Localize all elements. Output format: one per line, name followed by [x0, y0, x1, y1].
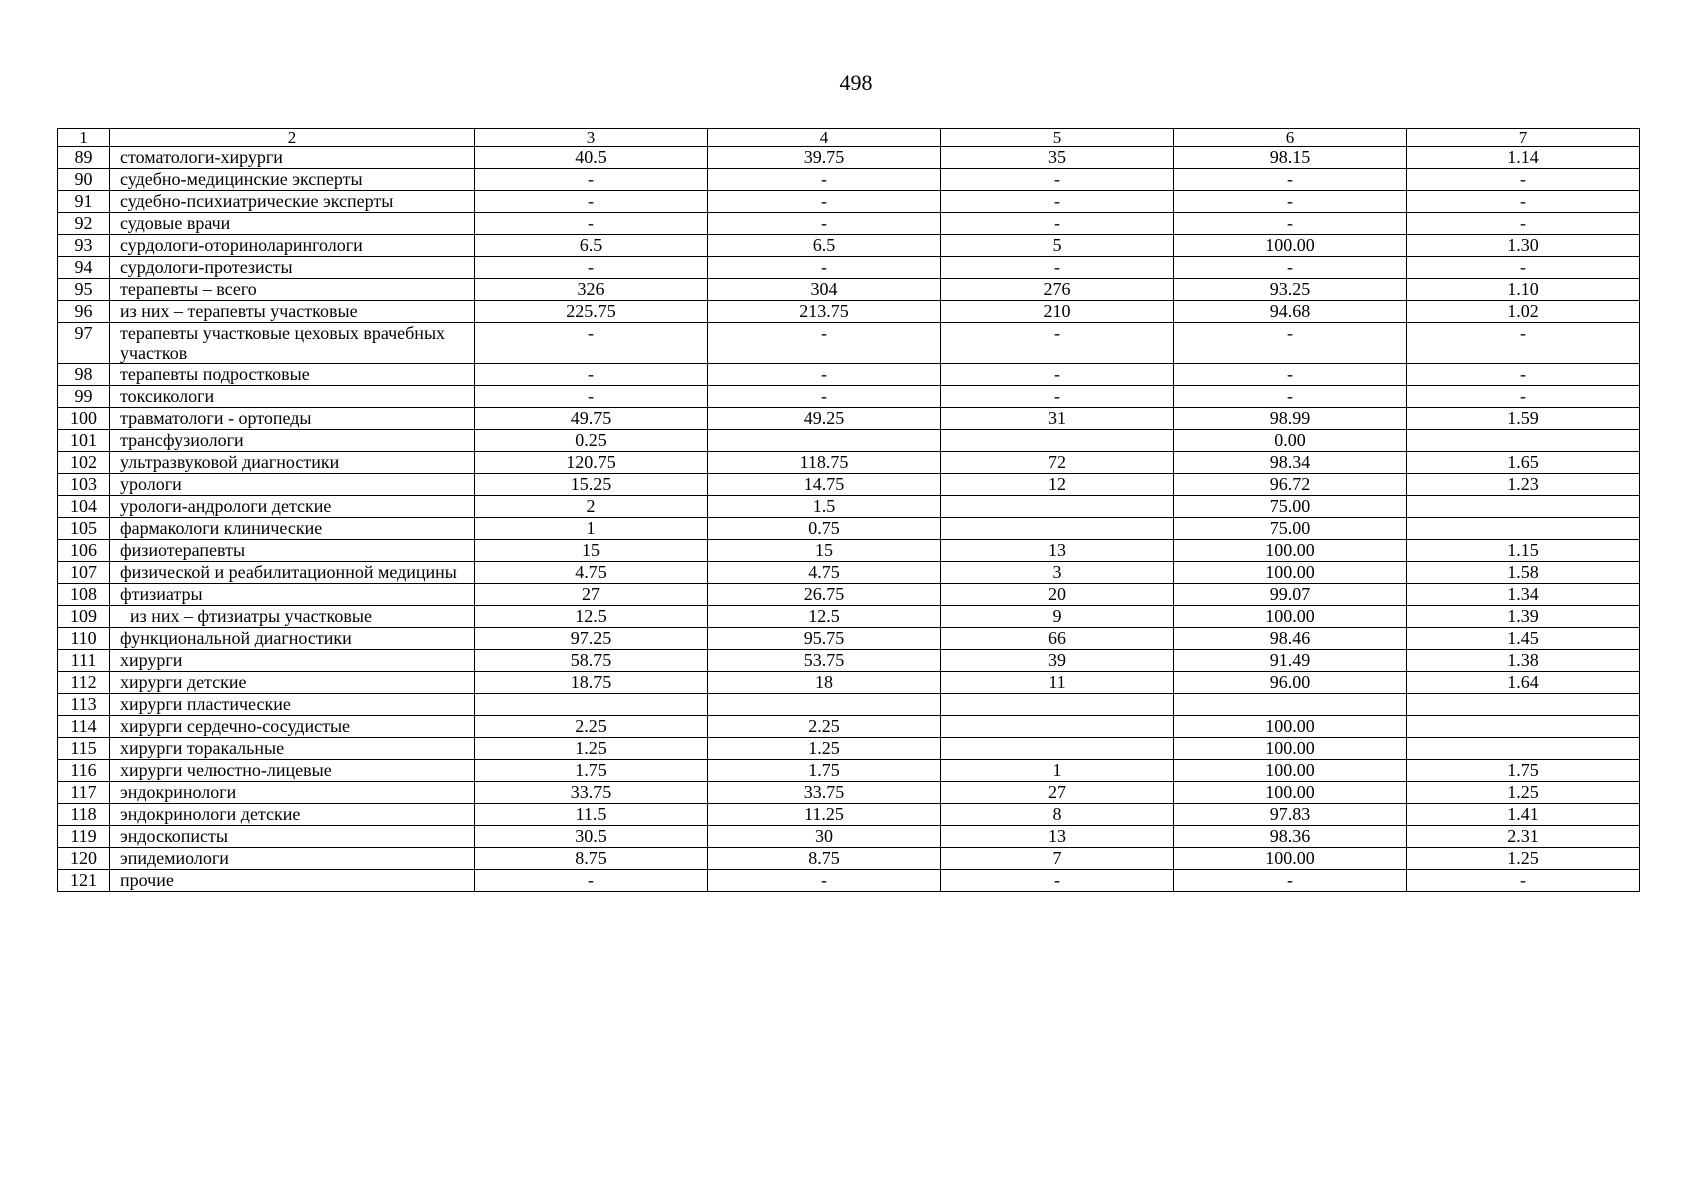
col5-value — [941, 518, 1174, 540]
col3-value: 12.5 — [475, 606, 708, 628]
specialty-name: судебно-медицинские эксперты — [110, 169, 475, 191]
col5-value: 20 — [941, 584, 1174, 606]
table-row — [58, 364, 1640, 386]
row-number: 121 — [58, 870, 110, 892]
col4-value: 304 — [708, 279, 941, 301]
specialty-name: эндокринологи — [110, 782, 475, 804]
col3-value: 18.75 — [475, 672, 708, 694]
col4-value: 18 — [708, 672, 941, 694]
specialty-name: травматологи - ортопеды — [110, 408, 475, 430]
table-header-row — [58, 129, 1640, 147]
col3-value: 1.25 — [475, 738, 708, 760]
col4-value: 26.75 — [708, 584, 941, 606]
row-number: 109 — [58, 606, 110, 628]
col6-value: 75.00 — [1174, 496, 1407, 518]
col4-value: 6.5 — [708, 235, 941, 257]
table-row — [58, 323, 1640, 364]
col4-value: 8.75 — [708, 848, 941, 870]
col6-value: 98.99 — [1174, 408, 1407, 430]
table-row — [58, 191, 1640, 213]
table-body — [58, 129, 1640, 892]
col3-value: 225.75 — [475, 301, 708, 323]
col7-value: 1.23 — [1407, 474, 1640, 496]
col6-value: 97.83 — [1174, 804, 1407, 826]
col3-value: 15 — [475, 540, 708, 562]
table-row — [58, 430, 1640, 452]
row-number: 119 — [58, 826, 110, 848]
col5-value — [941, 694, 1174, 716]
table-row — [58, 474, 1640, 496]
col5-value: 27 — [941, 782, 1174, 804]
col5-value: - — [941, 191, 1174, 213]
col3-value: - — [475, 257, 708, 279]
table-row — [58, 496, 1640, 518]
table-row — [58, 562, 1640, 584]
col5-value: 66 — [941, 628, 1174, 650]
col5-value — [941, 430, 1174, 452]
col3-value: 0.25 — [475, 430, 708, 452]
col4-value: 14.75 — [708, 474, 941, 496]
col6-value: 98.36 — [1174, 826, 1407, 848]
col6-value: 100.00 — [1174, 716, 1407, 738]
col6-value: 98.34 — [1174, 452, 1407, 474]
col3-value: 15.25 — [475, 474, 708, 496]
col4-value: 11.25 — [708, 804, 941, 826]
col7-value: - — [1407, 364, 1640, 386]
table-row — [58, 804, 1640, 826]
table-row — [58, 213, 1640, 235]
specialty-name: прочие — [110, 870, 475, 892]
table-row — [58, 279, 1640, 301]
specialty-name: физиотерапевты — [110, 540, 475, 562]
col3-value: 6.5 — [475, 235, 708, 257]
col7-value: 1.10 — [1407, 279, 1640, 301]
col7-value — [1407, 738, 1640, 760]
col5-value: 31 — [941, 408, 1174, 430]
col3-value: 30.5 — [475, 826, 708, 848]
col5-value: - — [941, 169, 1174, 191]
col4-value: - — [708, 257, 941, 279]
col4-value — [708, 694, 941, 716]
specialty-name: терапевты подростковые — [110, 364, 475, 386]
col6-value: 98.46 — [1174, 628, 1407, 650]
row-number: 94 — [58, 257, 110, 279]
col6-value: - — [1174, 386, 1407, 408]
specialty-name: судовые врачи — [110, 213, 475, 235]
row-number: 110 — [58, 628, 110, 650]
col3-value: - — [475, 169, 708, 191]
table-row — [58, 518, 1640, 540]
col6-value: 100.00 — [1174, 606, 1407, 628]
col5-value: 276 — [941, 279, 1174, 301]
col7-value: - — [1407, 213, 1640, 235]
col7-value: - — [1407, 257, 1640, 279]
col3-value: - — [475, 323, 708, 364]
col6-value: 96.72 — [1174, 474, 1407, 496]
col4-value: 1.5 — [708, 496, 941, 518]
col6-value: 93.25 — [1174, 279, 1407, 301]
col7-value: 1.30 — [1407, 235, 1640, 257]
specialty-name: судебно-психиатрические эксперты — [110, 191, 475, 213]
col7-value: 1.02 — [1407, 301, 1640, 323]
specialty-name: фармакологи клинические — [110, 518, 475, 540]
col3-value: - — [475, 870, 708, 892]
col7-value — [1407, 518, 1640, 540]
column-header: 5 — [941, 129, 1174, 147]
row-number: 96 — [58, 301, 110, 323]
col5-value: 12 — [941, 474, 1174, 496]
col5-value: 39 — [941, 650, 1174, 672]
col5-value: - — [941, 323, 1174, 364]
table-row — [58, 826, 1640, 848]
row-number: 98 — [58, 364, 110, 386]
table-row — [58, 169, 1640, 191]
col3-value: 326 — [475, 279, 708, 301]
page-number: 498 — [839, 70, 873, 95]
col7-value: 1.34 — [1407, 584, 1640, 606]
col3-value: 27 — [475, 584, 708, 606]
row-number: 108 — [58, 584, 110, 606]
row-number: 95 — [58, 279, 110, 301]
col7-value: - — [1407, 191, 1640, 213]
col4-value: 53.75 — [708, 650, 941, 672]
specialty-name: хирурги детские — [110, 672, 475, 694]
col3-value: 40.5 — [475, 147, 708, 169]
specialty-name: сурдологи-протезисты — [110, 257, 475, 279]
row-number: 111 — [58, 650, 110, 672]
col7-value — [1407, 694, 1640, 716]
col3-value: 33.75 — [475, 782, 708, 804]
col3-value: 8.75 — [475, 848, 708, 870]
specialty-name: хирурги пластические — [110, 694, 475, 716]
col4-value: - — [708, 191, 941, 213]
col7-value — [1407, 496, 1640, 518]
col3-value: - — [475, 213, 708, 235]
col5-value: - — [941, 213, 1174, 235]
table-row — [58, 235, 1640, 257]
table-row — [58, 386, 1640, 408]
specialty-name: эндокринологи детские — [110, 804, 475, 826]
col7-value: 1.38 — [1407, 650, 1640, 672]
table-row — [58, 672, 1640, 694]
specialty-name: эпидемиологи — [110, 848, 475, 870]
specialty-name: урологи-андрологи детские — [110, 496, 475, 518]
col5-value: - — [941, 364, 1174, 386]
col4-value: 15 — [708, 540, 941, 562]
col3-value: - — [475, 386, 708, 408]
row-number: 107 — [58, 562, 110, 584]
col4-value: - — [708, 169, 941, 191]
specialty-name: трансфузиологи — [110, 430, 475, 452]
col4-value: 49.25 — [708, 408, 941, 430]
specialty-name: эндоскописты — [110, 826, 475, 848]
row-number: 93 — [58, 235, 110, 257]
specialty-name: ультразвуковой диагностики — [110, 452, 475, 474]
row-number: 105 — [58, 518, 110, 540]
col6-value: - — [1174, 870, 1407, 892]
row-number: 115 — [58, 738, 110, 760]
col4-value: 30 — [708, 826, 941, 848]
col4-value: 39.75 — [708, 147, 941, 169]
col5-value: 7 — [941, 848, 1174, 870]
row-number: 112 — [58, 672, 110, 694]
col6-value — [1174, 694, 1407, 716]
col7-value: 1.25 — [1407, 848, 1640, 870]
row-number: 114 — [58, 716, 110, 738]
specialty-name: терапевты участковые цеховых врачебных участков — [110, 323, 475, 364]
row-number: 103 — [58, 474, 110, 496]
col5-value — [941, 496, 1174, 518]
row-number: 118 — [58, 804, 110, 826]
row-number: 99 — [58, 386, 110, 408]
col6-value: 0.00 — [1174, 430, 1407, 452]
col7-value — [1407, 430, 1640, 452]
table-row — [58, 650, 1640, 672]
specialty-name: хирурги челюстно-лицевые — [110, 760, 475, 782]
row-number: 117 — [58, 782, 110, 804]
col5-value: 1 — [941, 760, 1174, 782]
col7-value: 1.58 — [1407, 562, 1640, 584]
table-row — [58, 738, 1640, 760]
table-row — [58, 870, 1640, 892]
col7-value: - — [1407, 169, 1640, 191]
table-row — [58, 694, 1640, 716]
col6-value: - — [1174, 169, 1407, 191]
specialty-name: терапевты – всего — [110, 279, 475, 301]
staffing-table — [57, 128, 1640, 892]
table-row — [58, 628, 1640, 650]
table-row — [58, 606, 1640, 628]
row-number: 90 — [58, 169, 110, 191]
col5-value: 35 — [941, 147, 1174, 169]
col5-value — [941, 716, 1174, 738]
col7-value: 1.64 — [1407, 672, 1640, 694]
row-number: 89 — [58, 147, 110, 169]
col7-value: - — [1407, 386, 1640, 408]
col6-value: 100.00 — [1174, 235, 1407, 257]
col3-value: 1.75 — [475, 760, 708, 782]
specialty-name: хирурги сердечно-сосудистые — [110, 716, 475, 738]
col5-value — [941, 738, 1174, 760]
col6-value: 96.00 — [1174, 672, 1407, 694]
col5-value: 13 — [941, 540, 1174, 562]
col4-value: - — [708, 386, 941, 408]
col5-value: - — [941, 870, 1174, 892]
table-row — [58, 301, 1640, 323]
col7-value: - — [1407, 323, 1640, 364]
col6-value: 75.00 — [1174, 518, 1407, 540]
col6-value: 94.68 — [1174, 301, 1407, 323]
col7-value: 1.65 — [1407, 452, 1640, 474]
table-row — [58, 408, 1640, 430]
specialty-name: хирурги — [110, 650, 475, 672]
col5-value: 3 — [941, 562, 1174, 584]
row-number: 101 — [58, 430, 110, 452]
row-number: 92 — [58, 213, 110, 235]
col6-value: - — [1174, 364, 1407, 386]
specialty-name: стоматологи-хирурги — [110, 147, 475, 169]
table-row — [58, 147, 1640, 169]
table-row — [58, 540, 1640, 562]
column-header: 4 — [708, 129, 941, 147]
col3-value: 97.25 — [475, 628, 708, 650]
col6-value: 91.49 — [1174, 650, 1407, 672]
specialty-name: урологи — [110, 474, 475, 496]
col3-value: 11.5 — [475, 804, 708, 826]
col7-value: 1.25 — [1407, 782, 1640, 804]
col6-value: - — [1174, 191, 1407, 213]
col5-value: 5 — [941, 235, 1174, 257]
specialty-name: сурдологи-оториноларингологи — [110, 235, 475, 257]
col3-value: - — [475, 364, 708, 386]
col4-value: - — [708, 213, 941, 235]
column-header: 7 — [1407, 129, 1640, 147]
specialty-name: хирурги торакальные — [110, 738, 475, 760]
col4-value: - — [708, 364, 941, 386]
col7-value: 1.45 — [1407, 628, 1640, 650]
col4-value: 0.75 — [708, 518, 941, 540]
table-row — [58, 257, 1640, 279]
col7-value: 1.15 — [1407, 540, 1640, 562]
specialty-name: из них – терапевты участковые — [110, 301, 475, 323]
col6-value: - — [1174, 257, 1407, 279]
row-number: 116 — [58, 760, 110, 782]
row-number: 113 — [58, 694, 110, 716]
col4-value: 1.25 — [708, 738, 941, 760]
col6-value: - — [1174, 213, 1407, 235]
specialty-name: токсикологи — [110, 386, 475, 408]
col6-value: 100.00 — [1174, 760, 1407, 782]
col6-value: - — [1174, 323, 1407, 364]
col5-value: - — [941, 386, 1174, 408]
col7-value: 1.39 — [1407, 606, 1640, 628]
col6-value: 100.00 — [1174, 848, 1407, 870]
col7-value: 1.75 — [1407, 760, 1640, 782]
col6-value: 98.15 — [1174, 147, 1407, 169]
col6-value: 100.00 — [1174, 738, 1407, 760]
table-row — [58, 584, 1640, 606]
col4-value: 4.75 — [708, 562, 941, 584]
col3-value: 2.25 — [475, 716, 708, 738]
col5-value: - — [941, 257, 1174, 279]
row-number: 106 — [58, 540, 110, 562]
col5-value: 11 — [941, 672, 1174, 694]
col4-value — [708, 430, 941, 452]
col5-value: 13 — [941, 826, 1174, 848]
col5-value: 8 — [941, 804, 1174, 826]
col4-value: 1.75 — [708, 760, 941, 782]
specialty-name: из них – фтизиатры участковые — [110, 606, 475, 628]
col3-value — [475, 694, 708, 716]
row-number: 120 — [58, 848, 110, 870]
specialty-name: фтизиатры — [110, 584, 475, 606]
col7-value: - — [1407, 870, 1640, 892]
row-number: 100 — [58, 408, 110, 430]
col4-value: 213.75 — [708, 301, 941, 323]
table-row — [58, 782, 1640, 804]
col6-value: 99.07 — [1174, 584, 1407, 606]
col3-value: - — [475, 191, 708, 213]
row-number: 104 — [58, 496, 110, 518]
specialty-name: физической и реабилитационной медицины — [110, 562, 475, 584]
col5-value: 210 — [941, 301, 1174, 323]
column-header: 6 — [1174, 129, 1407, 147]
col3-value: 58.75 — [475, 650, 708, 672]
col5-value: 72 — [941, 452, 1174, 474]
col7-value: 1.41 — [1407, 804, 1640, 826]
table-row — [58, 716, 1640, 738]
col7-value: 1.59 — [1407, 408, 1640, 430]
row-number: 102 — [58, 452, 110, 474]
col4-value: 12.5 — [708, 606, 941, 628]
col4-value: 33.75 — [708, 782, 941, 804]
column-header: 1 — [58, 129, 110, 147]
col7-value: 1.14 — [1407, 147, 1640, 169]
col5-value: 9 — [941, 606, 1174, 628]
col7-value: 2.31 — [1407, 826, 1640, 848]
col4-value: 2.25 — [708, 716, 941, 738]
col4-value: 95.75 — [708, 628, 941, 650]
column-header: 3 — [475, 129, 708, 147]
col3-value: 2 — [475, 496, 708, 518]
col3-value: 120.75 — [475, 452, 708, 474]
table-row — [58, 452, 1640, 474]
col4-value: - — [708, 870, 941, 892]
col6-value: 100.00 — [1174, 562, 1407, 584]
table-row — [58, 848, 1640, 870]
col3-value: 1 — [475, 518, 708, 540]
col3-value: 49.75 — [475, 408, 708, 430]
column-header: 2 — [110, 129, 475, 147]
col4-value: - — [708, 323, 941, 364]
specialty-name: функциональной диагностики — [110, 628, 475, 650]
col6-value: 100.00 — [1174, 540, 1407, 562]
col7-value — [1407, 716, 1640, 738]
col4-value: 118.75 — [708, 452, 941, 474]
row-number: 97 — [58, 323, 110, 364]
col6-value: 100.00 — [1174, 782, 1407, 804]
table-row — [58, 760, 1640, 782]
col3-value: 4.75 — [475, 562, 708, 584]
row-number: 91 — [58, 191, 110, 213]
